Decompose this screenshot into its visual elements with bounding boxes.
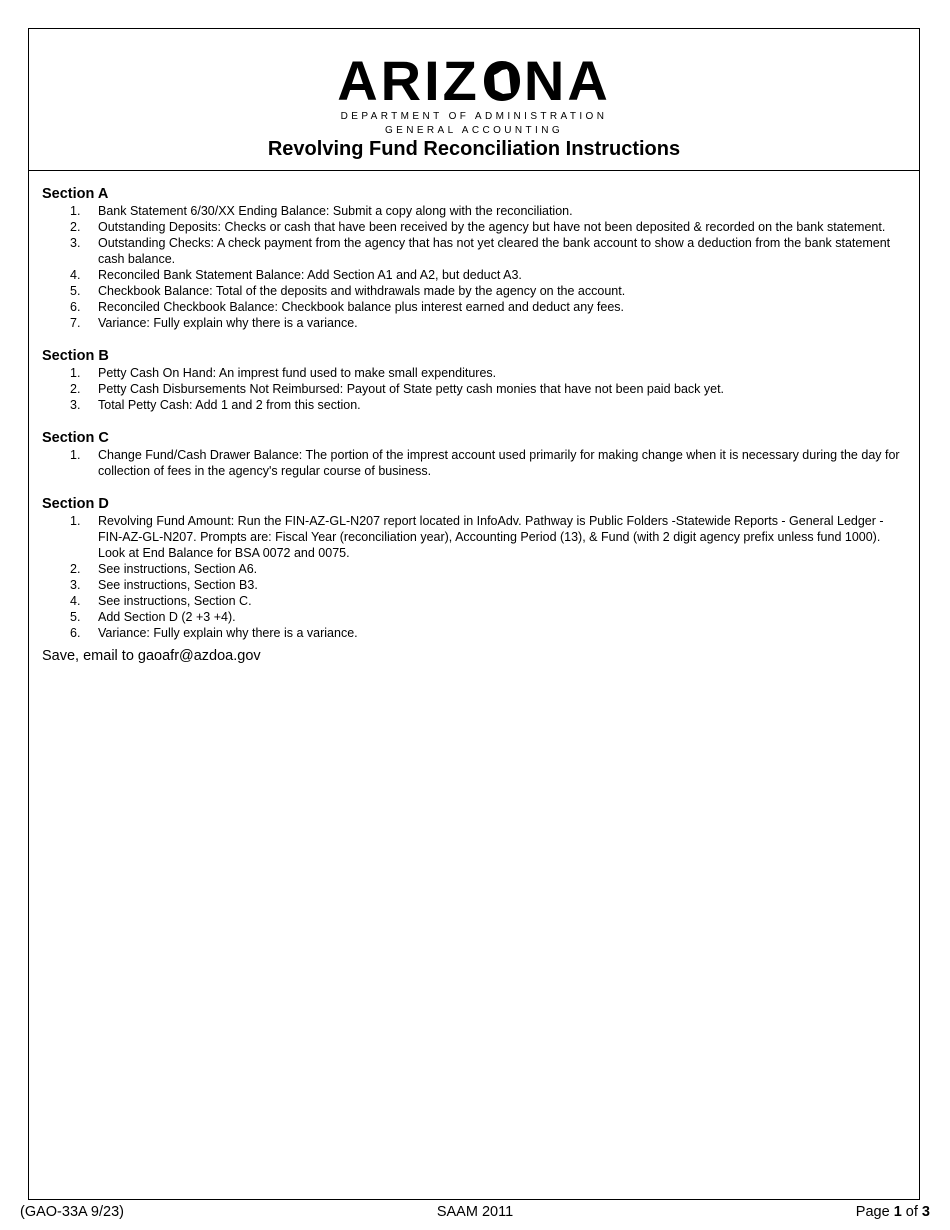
list-item xyxy=(42,315,904,331)
section-d xyxy=(42,496,904,641)
list-item xyxy=(42,625,904,641)
list-item xyxy=(42,299,904,315)
section-a xyxy=(42,186,904,331)
state-outline-icon xyxy=(481,53,523,118)
list-item-number: 2. xyxy=(70,382,81,396)
list-item xyxy=(42,561,904,577)
arizona-logo xyxy=(29,49,919,137)
page-total: 3 xyxy=(921,1204,930,1220)
list-item xyxy=(42,219,904,235)
list-item-text: Checkbook Balance: Total of the deposits and withdrawals made by the agency on the account. xyxy=(98,284,626,298)
list-item-text: Variance: Fully explain why there is a variance. xyxy=(98,626,358,640)
list-item-text: See instructions, Section B3. xyxy=(98,578,258,592)
list-item-text: Add Section D (2 +3 +4). xyxy=(98,610,236,624)
section-b xyxy=(42,348,904,413)
list-item-number: 4. xyxy=(70,268,81,282)
page-footer xyxy=(20,1203,930,1223)
form-id: (GAO-33A 9/23) xyxy=(20,1204,124,1220)
list-item-number: 7. xyxy=(70,316,81,330)
instruction-list xyxy=(42,513,904,641)
list-item-text: Reconciled Checkbook Balance: Checkbook balance plus interest earned and deduct any fees. xyxy=(98,300,625,314)
instructions-body xyxy=(42,186,904,665)
list-item xyxy=(42,267,904,283)
list-item xyxy=(42,593,904,609)
list-item-number: 5. xyxy=(70,610,81,624)
section-heading: Section D xyxy=(42,496,109,512)
list-item-text: Outstanding Deposits: Checks or cash that have been received by the agency but have not been deposited & recorded on the bank statement. xyxy=(98,220,886,234)
section-heading: Section B xyxy=(42,348,109,364)
list-item-number: 2. xyxy=(70,220,81,234)
list-item-number: 1. xyxy=(70,514,81,528)
instruction-list xyxy=(42,365,904,413)
list-item xyxy=(42,577,904,593)
logo-division-line: GENERAL ACCOUNTING xyxy=(384,125,564,136)
section-c xyxy=(42,430,904,479)
list-item-text: Reconciled Bank Statement Balance: Add Section A1 and A2, but deduct A3. xyxy=(98,268,522,282)
saam-reference: SAAM 2011 xyxy=(436,1204,514,1220)
list-item xyxy=(42,397,904,413)
list-item-text: Petty Cash On Hand: An imprest fund used to make small expenditures. xyxy=(98,366,497,380)
list-item-number: 3. xyxy=(70,236,81,250)
logo-wordmark xyxy=(29,49,919,112)
logo-text-start: ARIZ xyxy=(337,49,480,112)
page-current: 1 xyxy=(893,1204,902,1220)
list-item-text: Petty Cash Disbursements Not Reimbursed: Payout of State petty cash monies that have not been paid back yet. xyxy=(98,382,725,396)
page-separator: of xyxy=(901,1204,922,1220)
list-item xyxy=(42,447,904,479)
list-item-text: See instructions, Section C. xyxy=(98,594,252,608)
list-item-number: 5. xyxy=(70,284,81,298)
list-item xyxy=(42,235,904,267)
section-heading: Section A xyxy=(42,186,109,202)
list-item-text: Change Fund/Cash Drawer Balance: The portion of the imprest account used primarily for making change when it is necessary during the day for collection of fees in the agency's regular course of business. xyxy=(98,448,900,478)
document-title: Revolving Fund Reconciliation Instructions xyxy=(267,138,681,160)
list-item xyxy=(42,609,904,625)
sections-container xyxy=(42,186,904,641)
section-heading: Section C xyxy=(42,430,109,446)
list-item-number: 6. xyxy=(70,300,81,314)
list-item-text: See instructions, Section A6. xyxy=(98,562,258,576)
list-item-number: 6. xyxy=(70,626,81,640)
list-item xyxy=(42,283,904,299)
list-item-text: Outstanding Checks: A check payment from the agency that has not yet cleared the bank account to show a deduction from the bank statement cash balance. xyxy=(98,236,891,266)
list-item-text: Revolving Fund Amount: Run the FIN-AZ-GL-N207 report located in InfoAdv. Pathway is Public Folders -Statewide Reports - General Ledger - FIN-AZ-GL-N207. Prompts are: Fiscal Year (reconciliation year), Accounting Period (13), & Fund (with 2 digit agency prefix unless fund 1000). Look at End Balance for BSA 0072 and 0075. xyxy=(98,514,884,560)
logo-text-end: NA xyxy=(523,49,611,112)
list-item-number: 1. xyxy=(70,204,81,218)
list-item-number: 1. xyxy=(70,448,81,462)
page-prefix: Page xyxy=(855,1204,894,1220)
list-item-text: Bank Statement 6/30/XX Ending Balance: Submit a copy along with the reconciliation. xyxy=(98,204,573,218)
list-item-text: Total Petty Cash: Add 1 and 2 from this section. xyxy=(98,398,361,412)
list-item xyxy=(42,203,904,219)
list-item-number: 2. xyxy=(70,562,81,576)
list-item-number: 3. xyxy=(70,578,81,592)
list-item xyxy=(42,513,904,561)
list-item xyxy=(42,381,904,397)
document-frame xyxy=(28,28,920,1200)
list-item-number: 4. xyxy=(70,594,81,608)
instruction-list xyxy=(42,447,904,479)
list-item-number: 1. xyxy=(70,366,81,380)
instruction-list xyxy=(42,203,904,331)
list-item-text: Variance: Fully explain why there is a variance. xyxy=(98,316,358,330)
list-item-number: 3. xyxy=(70,398,81,412)
page-number xyxy=(856,1203,930,1221)
logo-department-line: DEPARTMENT OF ADMINISTRATION xyxy=(340,111,608,122)
document-header xyxy=(29,29,919,171)
save-email-note: Save, email to gaoafr@azdoa.gov xyxy=(42,648,261,664)
list-item xyxy=(42,365,904,381)
